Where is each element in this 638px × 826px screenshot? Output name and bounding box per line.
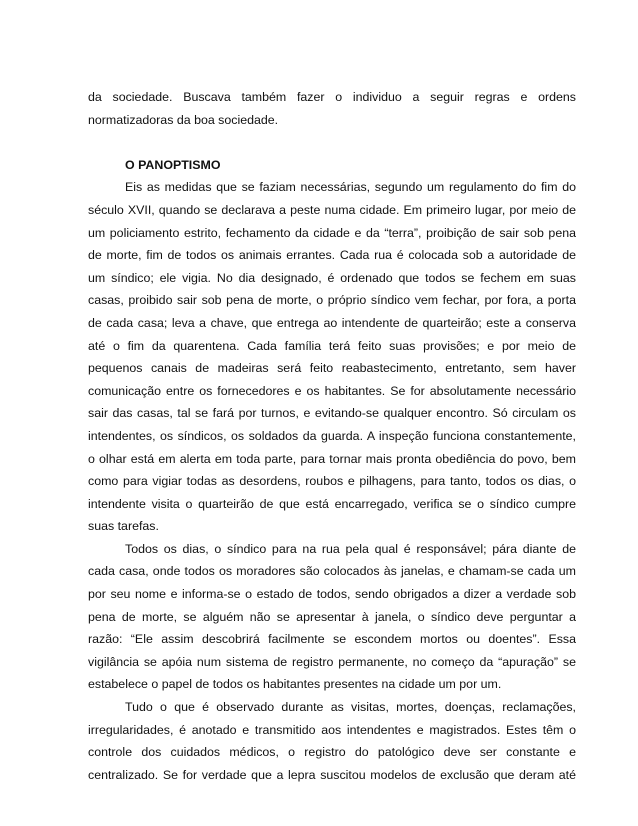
text-line: até o fim da quarentena. Cada família terá feito suas provisões; e por meio de [88, 338, 576, 353]
text-line: de cada casa; leva a chave, que entrega ao intendente de quarteirão; este a conserva [88, 315, 576, 330]
text-line: por seu nome e informa-se o estado de todos, sendo obrigados a dizer a verdade sob [88, 587, 576, 602]
text-line: irregularidades, é anotado e transmitido aos intendentes e magistrados. Estes têm o [88, 722, 576, 737]
text-line: pequenos canais de madeiras será feito reabastecimento, entretanto, sem haver [88, 361, 576, 376]
text-line: controle dos cuidados médicos, o registro do patológico deve ser constante e [88, 745, 576, 760]
text-line: casas, proibido sair sob pena de morte, o próprio síndico vem fechar, por fora, a porta [88, 293, 576, 308]
text-line: sair das casas, tal se fará por turnos, e evitando-se qualquer encontro. Só circulam os [88, 406, 576, 421]
paragraph-first-line: Eis as medidas que se faziam necessárias, segundo um regulamento do fim do [125, 180, 576, 195]
text-line: pena de morte, se alguém não se apresentar à janela, o síndico deve perguntar a [88, 609, 576, 624]
blank-line [88, 131, 576, 154]
section-heading: O PANOPTISMO [125, 157, 221, 172]
text-line: razão: “Ele assim descobrirá facilmente se escondem mortos ou doentes”. Essa [88, 632, 576, 647]
text-line: estabelece o papel de todos os habitantes presentes na cidade um por um. [88, 677, 502, 692]
text-line: intendentes, os síndicos, os soldados da guarda. A inspeção funciona constantemente, [88, 428, 576, 443]
text-line: de morte, fim de todos os animais errantes. Cada rua é colocada sob a autoridade de [88, 248, 576, 263]
body-text [88, 86, 576, 786]
text-line: cada casa, onde todos os moradores são colocados às janelas, e chamam-se cada um [88, 564, 576, 579]
text-line: suas tarefas. [88, 519, 159, 534]
text-line: da sociedade. Buscava também fazer o individuo a seguir regras e ordens [88, 90, 576, 104]
text-line: o olhar está em alerta em toda parte, para tornar mais pronta obediência do povo, bem [88, 451, 576, 466]
text-line: vigilância se apóia num sistema de registro permanente, no começo da “apuração” se [88, 654, 576, 669]
text-line: intendente visita o quarteirão de que está encarregado, verifica se o síndico cumpre [88, 496, 576, 511]
paragraph-first-line: Todos os dias, o síndico para na rua pela qual é responsável; pára diante de [125, 541, 576, 556]
text-line: um síndico; ele vigia. No dia designado, é ordenado que todos se fechem em suas [88, 270, 576, 285]
text-line: século XVII, quando se declarava a peste numa cidade. Em primeiro lugar, por meio de [88, 202, 576, 217]
text-line: normatizadoras da boa sociedade. [88, 112, 279, 127]
text-line: centralizado. Se for verdade que a lepra suscitou modelos de exclusão que deram até [88, 767, 576, 782]
text-line: como para vigiar todas as desordens, roubos e pilhagens, para tanto, todos os dias, o [88, 474, 576, 489]
paragraph-first-line: Tudo o que é observado durante as visitas, mortes, doenças, reclamações, [125, 700, 576, 715]
text-line: um policiamento estrito, fechamento da cidade e da “terra”, proibição de sair sob pena [88, 225, 576, 240]
text-line: comunicação entre os fornecedores e os habitantes. Se for absolutamente necessário [88, 383, 576, 398]
